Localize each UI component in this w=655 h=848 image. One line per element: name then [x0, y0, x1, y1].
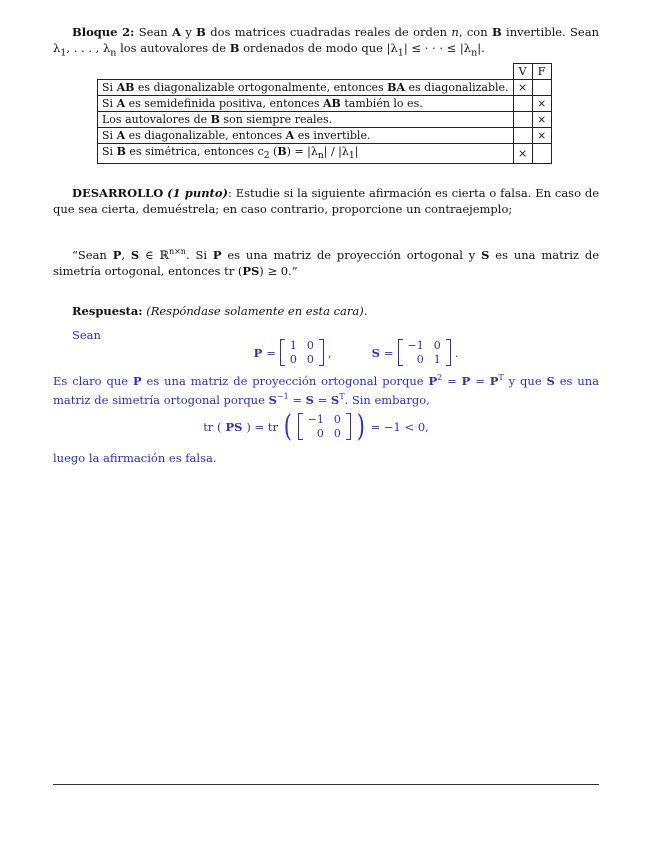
matrices-definition — [113, 339, 599, 366]
cell-f — [532, 80, 551, 96]
table-row — [98, 96, 552, 112]
statement-cell: Si B es simétrica, entonces $c_2$ $(B) = |\lambda_n| / |\lambda_1|$ — [98, 144, 514, 164]
answer-block — [53, 327, 599, 466]
answer-sean: Sean — [72, 328, 101, 343]
column-f-header: F — [532, 64, 551, 80]
trace-matrix: −1 0 0 0 — [298, 413, 351, 440]
table-row — [98, 80, 552, 96]
respuesta-heading: Respuesta: — [72, 304, 143, 319]
answer-conclusion: luego la afirmación es falsa. — [53, 450, 217, 465]
cell-v: × — [513, 144, 532, 164]
answer-explanation: Es claro que P es una matriz de proyección ortogonal porque $P^2 = P = P^T$ y que S es una matriz de simetría ortogonal porque $S^{-1} = S = S^T$. Sin embargo, — [53, 373, 600, 407]
statement-cell: Si AB es diagonalizable ortogonalmente, entonces BA es diagonalizable. — [98, 80, 514, 96]
respuesta-line: Respuesta: (Respóndase solamente en esta cara). — [72, 304, 368, 319]
bloque-heading: Bloque 2: — [72, 25, 135, 39]
table-row — [98, 128, 552, 144]
matrix-P: 1 0 0 0 — [280, 339, 324, 366]
cell-f: × — [532, 96, 551, 112]
cell-f: × — [532, 112, 551, 128]
matrix-S: −1 0 0 1 — [398, 339, 451, 366]
bloque-intro: Bloque 2: Sean A y B dos matrices cuadradas reales de orden n, con B invertible. Sean $\lambda_1$, . . . , $\lambda_n$ los autovalores de B ordenados de modo que $|\lambda_1|$ ≤ · · · ≤ $|\lambda_n|$. — [53, 25, 599, 59]
cell-v — [513, 96, 532, 112]
trace-equation: tr ( PS ) = tr ( −1 0 0 0 ) = −1 < 0, — [203, 408, 429, 444]
desarrollo-heading: DESARROLLO — [72, 186, 164, 201]
matrix-S-equation: S = −1 0 0 1 . — [371, 339, 459, 367]
statement-paragraph: “Sean P, S ∈ ℝ$^{n\times n}$. Si P es una matriz de proyección ortogonal y S es una matriz de simetría ortogonal, entonces tr (PS) ≥ 0.” — [53, 247, 600, 279]
cell-v — [513, 112, 532, 128]
desarrollo-paragraph: DESARROLLO (1 punto): Estudie si la siguiente afirmación es cierta o falsa. En caso de que sea cierta, demuéstrela; en caso contrario, proporcione un contraejemplo; — [53, 186, 600, 217]
true-false-table — [97, 63, 552, 164]
statement-cell: Si A es semidefinida positiva, entonces AB también lo es. — [98, 96, 514, 112]
cell-f: × — [532, 128, 551, 144]
table-header-row — [98, 64, 552, 80]
cell-f — [532, 144, 551, 164]
table-row — [98, 112, 552, 128]
footer-rule — [53, 784, 599, 785]
cell-v — [513, 128, 532, 144]
document-page — [53, 24, 599, 466]
cell-v: × — [513, 80, 532, 96]
statement-cell: Los autovalores de B son siempre reales. — [98, 112, 514, 128]
statement-cell: Si A es diagonalizable, entonces A es invertible. — [98, 128, 514, 144]
table-row — [98, 144, 552, 164]
column-v-header: V — [513, 64, 532, 80]
matrix-P-equation: P = 1 0 0 0 , — [253, 339, 332, 367]
